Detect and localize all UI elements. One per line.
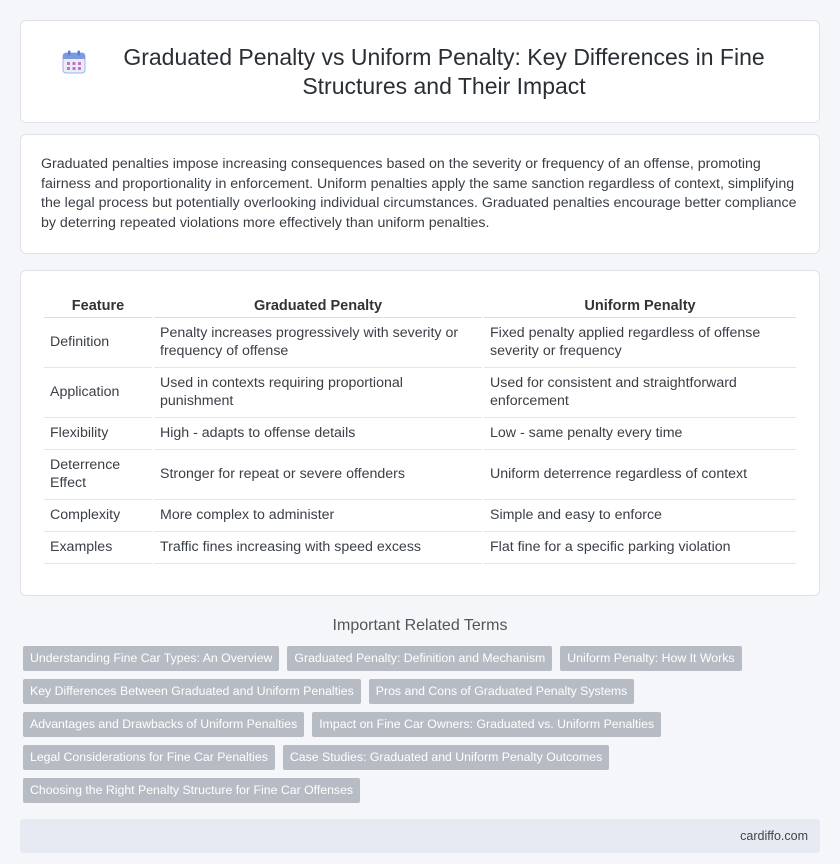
table-row	[44, 318, 796, 368]
feature-cell: Definition	[44, 318, 152, 368]
graduated-cell: Penalty increases progressively with severity or frequency of offense	[154, 318, 482, 368]
related-term-link[interactable]: Case Studies: Graduated and Uniform Penalty Outcomes	[283, 745, 609, 770]
related-term-link[interactable]: Impact on Fine Car Owners: Graduated vs. Uniform Penalties	[312, 712, 661, 737]
calendar-icon	[61, 49, 87, 75]
related-term-link[interactable]: Legal Considerations for Fine Car Penalties	[23, 745, 275, 770]
related-terms-list	[20, 646, 780, 811]
table-row	[44, 418, 796, 450]
feature-cell: Flexibility	[44, 418, 152, 450]
table-row	[44, 450, 796, 500]
table-header-row	[44, 291, 796, 318]
related-term-link[interactable]: Advantages and Drawbacks of Uniform Penalties	[23, 712, 304, 737]
graduated-cell: More complex to administer	[154, 500, 482, 532]
intro-card	[20, 134, 820, 254]
title-card	[20, 20, 820, 123]
feature-cell: Deterrence Effect	[44, 450, 152, 500]
title-wrap	[61, 43, 779, 101]
comparison-card	[20, 270, 820, 596]
feature-cell: Examples	[44, 532, 152, 564]
comparison-table	[42, 291, 798, 564]
table-row	[44, 368, 796, 418]
header-uniform: Uniform Penalty	[484, 291, 796, 318]
related-term-link[interactable]: Understanding Fine Car Types: An Overview	[23, 646, 279, 671]
graduated-cell: Traffic fines increasing with speed excess	[154, 532, 482, 564]
uniform-cell: Simple and easy to enforce	[484, 500, 796, 532]
graduated-cell: Stronger for repeat or severe offenders	[154, 450, 482, 500]
header-graduated: Graduated Penalty	[154, 291, 482, 318]
related-terms-title: Important Related Terms	[332, 617, 508, 634]
header-feature: Feature	[44, 291, 152, 318]
footer	[20, 819, 820, 853]
table-row	[44, 532, 796, 564]
related-term-link[interactable]: Choosing the Right Penalty Structure for Fine Car Offenses	[23, 778, 360, 803]
page-title: Graduated Penalty vs Uniform Penalty: Key Differences in Fine Structures and Their Impact	[123, 43, 765, 99]
feature-cell: Complexity	[44, 500, 152, 532]
related-term-link[interactable]: Pros and Cons of Graduated Penalty Systems	[369, 679, 635, 704]
graduated-cell: Used in contexts requiring proportional punishment	[154, 368, 482, 418]
graduated-cell: High - adapts to offense details	[154, 418, 482, 450]
table-row	[44, 500, 796, 532]
related-term-link[interactable]: Uniform Penalty: How It Works	[560, 646, 741, 671]
uniform-cell: Fixed penalty applied regardless of offense severity or frequency	[484, 318, 796, 368]
related-term-link[interactable]: Graduated Penalty: Definition and Mechanism	[287, 646, 552, 671]
uniform-cell: Used for consistent and straightforward enforcement	[484, 368, 796, 418]
uniform-cell: Low - same penalty every time	[484, 418, 796, 450]
uniform-cell: Flat fine for a specific parking violation	[484, 532, 796, 564]
uniform-cell: Uniform deterrence regardless of context	[484, 450, 796, 500]
related-term-link[interactable]: Key Differences Between Graduated and Uniform Penalties	[23, 679, 361, 704]
intro-paragraph: Graduated penalties impose increasing consequences based on the severity or frequency of an offense, promoting fairness and proportionality in enforcement. Uniform penalties apply the same sanction regardless of context, simplifying the legal process but potentially overlooking individual circumstances. Graduated penalties encourage better compliance by deterring repeated violations more effectively than uniform penalties.	[41, 156, 797, 231]
feature-cell: Application	[44, 368, 152, 418]
footer-site-link[interactable]: cardiffo.com	[740, 829, 808, 843]
